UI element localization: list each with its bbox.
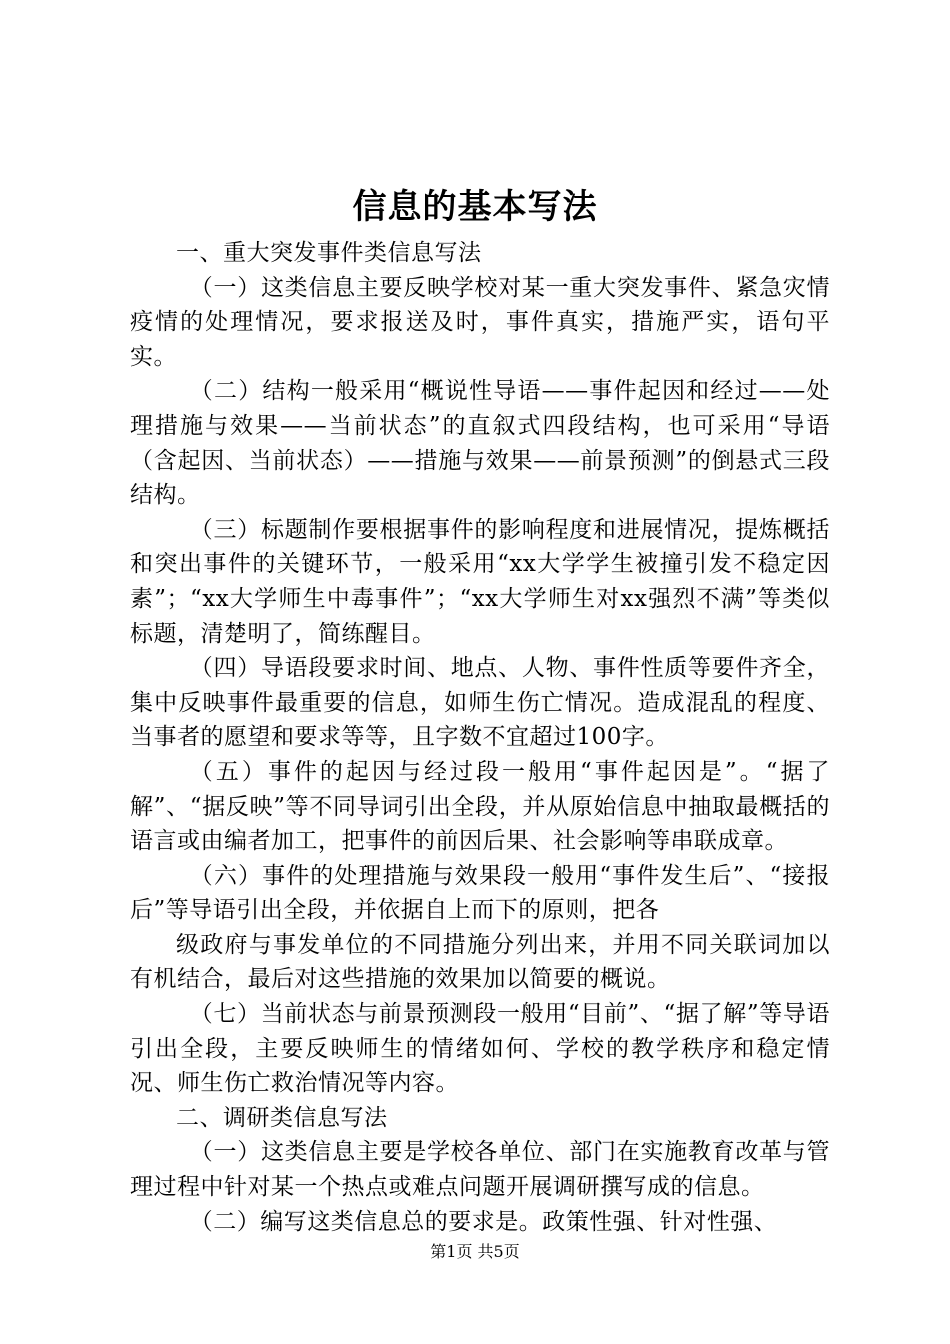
paragraph: （七）当前状态与前景预测段一般用“目前”、“据了解”等导语引出全段，主要反映师生的情绪如何、学校的教学秩序和稳定情况、师生伤亡救治情况等内容。 — [130, 1001, 830, 1097]
paragraph: （二）编写这类信息总的要求是。政策性强、针对性强、 — [189, 1208, 778, 1235]
paragraph: （四）导语段要求时间、地点、人物、事件性质等要件齐全，集中反映事件最重要的信息，如师生伤亡情况。造成混乱的程度、当事者的愿望和要求等等，且字数不宜超过100字。 — [130, 655, 830, 751]
section-heading-2: 二、调研类信息写法 — [176, 1104, 388, 1131]
document-body — [130, 236, 830, 1239]
paragraph: （六）事件的处理措施与效果段一般用“事件发生后”、“接报后”等导语引出全段，并依据自上而下的原则，把各 — [130, 862, 830, 924]
page-footer: 第1页 共5页 — [430, 1242, 520, 1261]
section-heading-1: 一、重大突发事件类信息写法 — [176, 240, 482, 266]
document-title: 信息的基本写法 — [352, 187, 598, 227]
paragraph: （一）这类信息主要是学校各单位、部门在实施教育改革与管理过程中针对某一个热点或难点问题开展调研撰写成的信息。 — [130, 1139, 830, 1201]
paragraph: （五）事件的起因与经过段一般用“事件起因是”。“据了解”、“据反映”等不同导词引出全段，并从原始信息中抽取最概括的语言或由编者加工，把事件的前因后果、社会影响等串联成章。 — [130, 758, 830, 855]
paragraph: （三）标题制作要根据事件的影响程度和进展情况，提炼概括和突出事件的关键环节，一般采用“xx大学学生被撞引发不稳定因素”；“xx大学师生中毒事件”；“xx大学师生对xx强烈不满”等类似标题，清楚明了，简练醒目。 — [130, 516, 830, 647]
paragraph: （二）结构一般采用“概说性导语——事件起因和经过——处理措施与效果——当前状态”的直叙式四段结构，也可采用“导语（含起因、当前状态）——措施与效果——前景预测”的倒悬式三段结构。 — [130, 378, 830, 509]
paragraph: （一）这类信息主要反映学校对某一重大突发事件、紧急灾情疫情的处理情况，要求报送及时，事件真实，措施严实，语句平实。 — [130, 274, 830, 370]
paragraph: 级政府与事发单位的不同措施分列出来，并用不同关联词加以有机结合，最后对这些措施的效果加以简要的概说。 — [130, 931, 830, 993]
